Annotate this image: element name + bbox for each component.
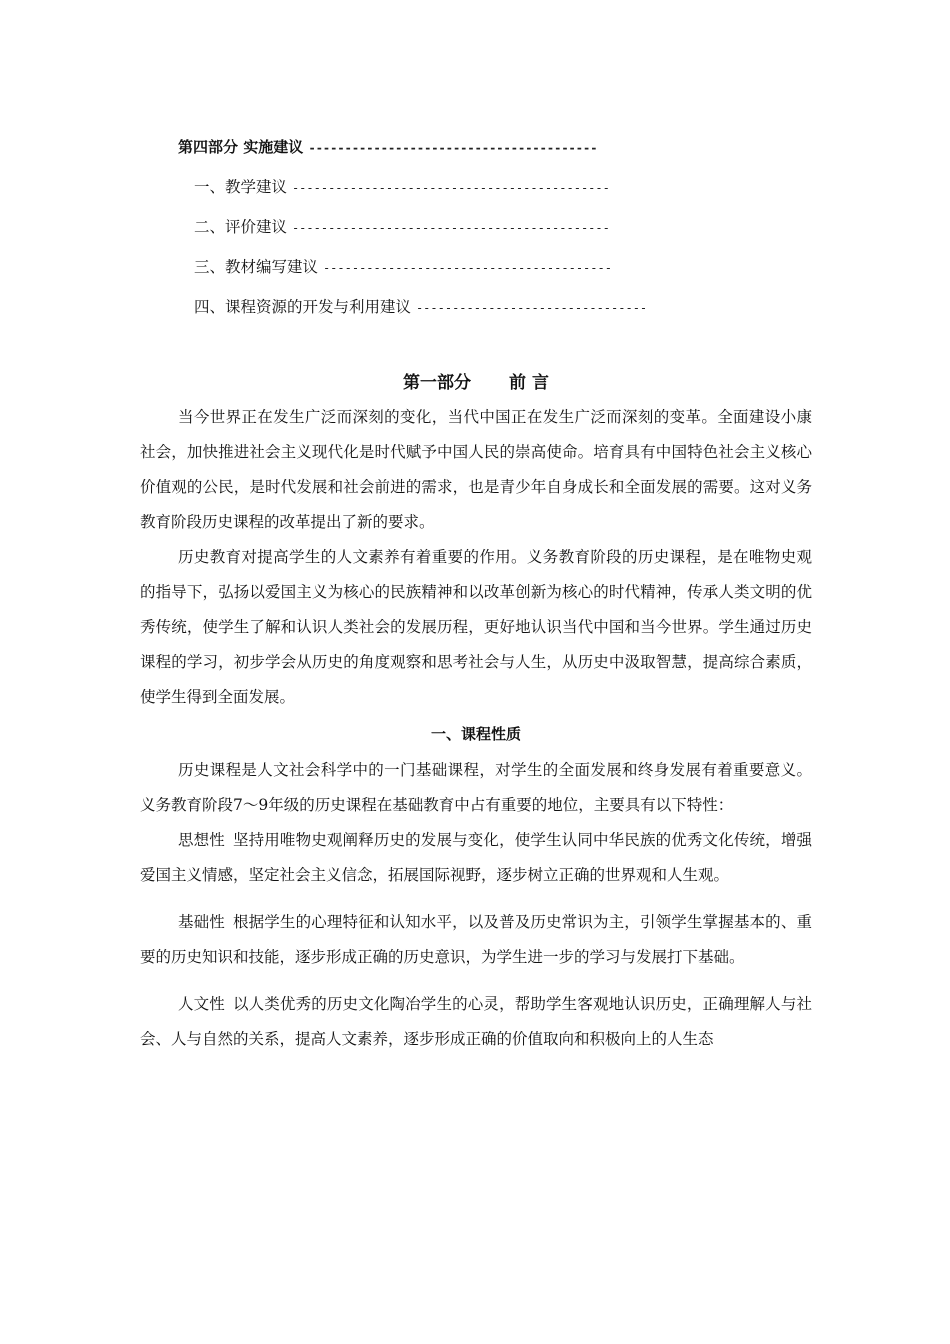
toc-entry[interactable] (178, 296, 798, 336)
toc-label: 二、评价建议 (194, 218, 288, 236)
section-title-part: 第一部分 (403, 373, 472, 393)
trait-term: 思想性 (178, 831, 225, 849)
toc-entry[interactable] (178, 176, 798, 216)
table-of-contents (178, 136, 798, 336)
trait-term: 人文性 (178, 995, 225, 1013)
toc-label: 四、课程资源的开发与利用建议 (194, 298, 412, 316)
toc-leader: -------------------------------------------- (291, 181, 610, 195)
trait-paragraph (140, 823, 812, 893)
section-title-name: 前 言 (509, 373, 549, 393)
trait-term: 基础性 (178, 913, 225, 931)
trait-text: 根据学生的心理特征和认知水平，以及普及历史常识为主，引领学生掌握基本的、重要的历史知识和技能，逐步形成正确的历史意识，为学生进一步的学习与发展打下基础。 (140, 913, 812, 966)
toc-leader: ---------------------------------------- (308, 141, 598, 155)
paragraph: 当今世界正在发生广泛而深刻的变化，当代中国正在发生广泛而深刻的变革。全面建设小康社会，加快推进社会主义现代化是时代赋予中国人民的崇高使命。培育具有中国特色社会主义核心价值观的公民，是时代发展和社会前进的需求，也是青少年自身成长和全面发展的需要。这对义务教育阶段历史课程的改革提出了新的要求。 (140, 408, 812, 531)
toc-entry[interactable] (178, 256, 798, 296)
paragraph: 历史课程是人文社会科学中的一门基础课程，对学生的全面发展和终身发展有着重要意义。义务教育阶段7～9年级的历史课程在基础教育中占有重要的地位，主要具有以下特性： (140, 761, 812, 814)
main-content (140, 366, 812, 1057)
toc-leader: ---------------------------------------- (322, 261, 612, 275)
section-title (140, 366, 812, 400)
subsection-title: 一、课程性质 (430, 725, 521, 743)
toc-label: 一、教学建议 (194, 178, 288, 196)
toc-label: 第四部分 实施建议 (178, 138, 304, 156)
trait-text: 以人类优秀的历史文化陶冶学生的心灵，帮助学生客观地认识历史，正确理解人与社会、人与自然的关系，提高人文素养，逐步形成正确的价值取向和积极向上的人生态 (140, 995, 812, 1048)
toc-leader: -------------------------------------------- (291, 221, 610, 235)
toc-entry[interactable] (178, 216, 798, 256)
trait-text: 坚持用唯物史观阐释历史的发展与变化，使学生认同中华民族的优秀文化传统，增强爱国主义情感，坚定社会主义信念，拓展国际视野，逐步树立正确的世界观和人生观。 (140, 831, 812, 884)
trait-paragraph (140, 987, 812, 1057)
trait-paragraph (140, 905, 812, 975)
toc-entry-part4[interactable] (178, 136, 798, 176)
toc-leader: -------------------------------- (415, 301, 648, 315)
toc-label: 三、教材编写建议 (194, 258, 319, 276)
paragraph: 历史教育对提高学生的人文素养有着重要的作用。义务教育阶段的历史课程，是在唯物史观的指导下，弘扬以爱国主义为核心的民族精神和以改革创新为核心的时代精神，传承人类文明的优秀传统，使学生了解和认识人类社会的发展历程，更好地认识当代中国和当今世界。学生通过历史课程的学习，初步学会从历史的角度观察和思考社会与人生，从历史中汲取智慧，提高综合素质，使学生得到全面发展。 (140, 548, 812, 706)
